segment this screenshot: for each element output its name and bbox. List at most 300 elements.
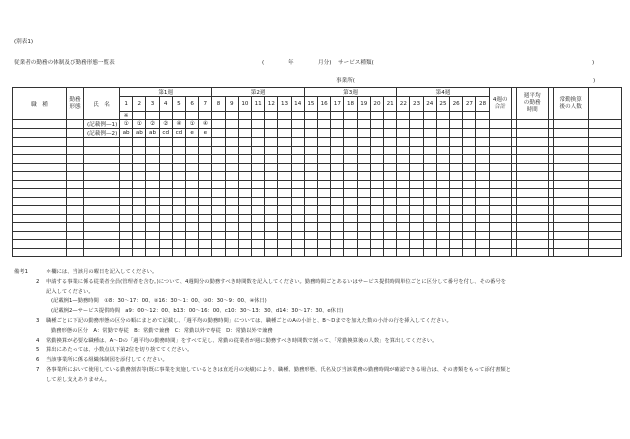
day-cell[interactable] — [159, 146, 172, 155]
day-cell[interactable] — [476, 155, 489, 164]
day-cell[interactable] — [384, 189, 397, 198]
day-cell[interactable] — [463, 197, 476, 206]
day-cell[interactable] — [291, 197, 304, 206]
fte-cell[interactable] — [553, 206, 588, 215]
day-cell[interactable] — [318, 214, 331, 223]
day-cell[interactable] — [344, 197, 357, 206]
day-cell[interactable] — [291, 180, 304, 189]
weekday-cell[interactable] — [238, 112, 251, 120]
day-cell[interactable] — [159, 155, 172, 164]
day-cell[interactable] — [265, 172, 278, 181]
day-cell[interactable] — [436, 214, 449, 223]
day-cell[interactable] — [436, 189, 449, 198]
day-cell[interactable] — [172, 206, 185, 215]
avg-cell[interactable] — [516, 240, 548, 249]
day-cell[interactable] — [199, 206, 212, 215]
day-cell[interactable] — [410, 189, 423, 198]
day-cell[interactable] — [120, 146, 133, 155]
day-cell[interactable] — [186, 240, 199, 249]
day-cell[interactable] — [133, 197, 146, 206]
day-cell[interactable] — [370, 180, 383, 189]
day-cell[interactable] — [397, 214, 410, 223]
day-cell[interactable] — [423, 206, 436, 215]
day-cell[interactable] — [238, 214, 251, 223]
form-cell[interactable] — [67, 129, 84, 138]
day-cell[interactable] — [120, 214, 133, 223]
remark-cell[interactable] — [588, 223, 621, 232]
day-cell[interactable] — [423, 214, 436, 223]
day-cell[interactable] — [291, 248, 304, 257]
day-cell[interactable] — [397, 146, 410, 155]
job-cell[interactable] — [13, 146, 67, 155]
name-cell[interactable] — [84, 172, 120, 181]
day-cell[interactable] — [146, 206, 159, 215]
weekday-cell[interactable] — [212, 112, 225, 120]
name-cell[interactable] — [84, 180, 120, 189]
day-cell[interactable] — [397, 248, 410, 257]
day-cell[interactable] — [344, 240, 357, 249]
remark-cell[interactable] — [588, 146, 621, 155]
day-cell[interactable] — [225, 214, 238, 223]
day-cell[interactable] — [463, 129, 476, 138]
day-cell[interactable] — [410, 240, 423, 249]
day-cell[interactable] — [344, 163, 357, 172]
day-cell[interactable] — [318, 163, 331, 172]
day-cell[interactable] — [370, 214, 383, 223]
day-cell[interactable] — [186, 206, 199, 215]
day-cell[interactable] — [331, 223, 344, 232]
job-cell[interactable] — [13, 248, 67, 257]
day-cell[interactable] — [318, 189, 331, 198]
day-cell[interactable] — [344, 138, 357, 147]
day-cell[interactable] — [318, 129, 331, 138]
job-cell[interactable] — [13, 189, 67, 198]
weekday-cell[interactable] — [146, 112, 159, 120]
day-cell[interactable] — [186, 163, 199, 172]
day-cell[interactable] — [278, 240, 291, 249]
day-cell[interactable] — [133, 189, 146, 198]
day-cell[interactable]: ④ — [199, 120, 212, 129]
day-cell[interactable] — [436, 248, 449, 257]
day-cell[interactable]: ② — [146, 120, 159, 129]
day-cell[interactable] — [318, 146, 331, 155]
day-cell[interactable] — [278, 120, 291, 129]
day-cell[interactable] — [318, 197, 331, 206]
day-cell[interactable] — [450, 231, 463, 240]
weekday-cell[interactable] — [159, 112, 172, 120]
day-cell[interactable] — [120, 172, 133, 181]
day-cell[interactable] — [304, 120, 317, 129]
day-cell[interactable] — [225, 240, 238, 249]
total-cell[interactable] — [489, 231, 511, 240]
day-cell[interactable]: ① — [186, 120, 199, 129]
job-cell[interactable] — [13, 223, 67, 232]
day-cell[interactable] — [410, 223, 423, 232]
day-cell[interactable] — [423, 180, 436, 189]
day-cell[interactable] — [238, 146, 251, 155]
avg-cell[interactable] — [516, 155, 548, 164]
day-cell[interactable] — [384, 138, 397, 147]
job-cell[interactable] — [13, 206, 67, 215]
day-cell[interactable] — [238, 240, 251, 249]
day-cell[interactable] — [397, 223, 410, 232]
day-cell[interactable] — [159, 189, 172, 198]
day-cell[interactable] — [186, 214, 199, 223]
total-cell[interactable] — [489, 120, 511, 129]
day-cell[interactable] — [384, 231, 397, 240]
day-cell[interactable] — [146, 138, 159, 147]
day-cell[interactable] — [357, 240, 370, 249]
day-cell[interactable] — [304, 206, 317, 215]
day-cell[interactable] — [225, 172, 238, 181]
day-cell[interactable] — [476, 223, 489, 232]
day-cell[interactable] — [423, 231, 436, 240]
day-cell[interactable] — [344, 129, 357, 138]
day-cell[interactable] — [252, 223, 265, 232]
day-cell[interactable] — [199, 231, 212, 240]
day-cell[interactable] — [463, 248, 476, 257]
avg-cell[interactable] — [516, 197, 548, 206]
weekday-cell[interactable] — [225, 112, 238, 120]
job-cell[interactable] — [13, 138, 67, 147]
day-cell[interactable] — [278, 163, 291, 172]
weekday-cell[interactable] — [450, 112, 463, 120]
day-cell[interactable] — [120, 197, 133, 206]
day-cell[interactable] — [225, 231, 238, 240]
total-cell[interactable] — [489, 189, 511, 198]
day-cell[interactable] — [225, 120, 238, 129]
day-cell[interactable] — [199, 138, 212, 147]
day-cell[interactable] — [265, 155, 278, 164]
day-cell[interactable] — [331, 197, 344, 206]
day-cell[interactable] — [225, 197, 238, 206]
day-cell[interactable] — [133, 163, 146, 172]
day-cell[interactable] — [384, 206, 397, 215]
day-cell[interactable] — [423, 129, 436, 138]
day-cell[interactable] — [318, 248, 331, 257]
remark-cell[interactable] — [588, 163, 621, 172]
job-cell[interactable] — [13, 163, 67, 172]
name-cell[interactable] — [84, 223, 120, 232]
day-cell[interactable] — [410, 214, 423, 223]
day-cell[interactable] — [357, 189, 370, 198]
day-cell[interactable] — [423, 248, 436, 257]
day-cell[interactable] — [423, 163, 436, 172]
form-cell[interactable] — [67, 240, 84, 249]
day-cell[interactable] — [384, 197, 397, 206]
remark-cell[interactable] — [588, 206, 621, 215]
weekday-cell[interactable] — [423, 112, 436, 120]
job-cell[interactable] — [13, 120, 67, 129]
day-cell[interactable] — [463, 163, 476, 172]
day-cell[interactable] — [463, 155, 476, 164]
name-cell[interactable] — [84, 138, 120, 147]
name-cell[interactable] — [84, 189, 120, 198]
day-cell[interactable] — [476, 172, 489, 181]
day-cell[interactable] — [172, 146, 185, 155]
day-cell[interactable] — [265, 146, 278, 155]
day-cell[interactable] — [344, 231, 357, 240]
day-cell[interactable] — [318, 180, 331, 189]
day-cell[interactable] — [331, 163, 344, 172]
day-cell[interactable] — [238, 197, 251, 206]
total-cell[interactable] — [489, 223, 511, 232]
day-cell[interactable] — [212, 231, 225, 240]
day-cell[interactable] — [291, 189, 304, 198]
day-cell[interactable] — [199, 146, 212, 155]
day-cell[interactable] — [172, 189, 185, 198]
form-cell[interactable] — [67, 146, 84, 155]
day-cell[interactable] — [172, 197, 185, 206]
day-cell[interactable] — [265, 138, 278, 147]
day-cell[interactable] — [199, 180, 212, 189]
day-cell[interactable] — [159, 138, 172, 147]
day-cell[interactable] — [212, 155, 225, 164]
day-cell[interactable]: e — [186, 129, 199, 138]
name-cell[interactable]: (記載例—2) — [84, 129, 120, 138]
job-cell[interactable] — [13, 231, 67, 240]
day-cell[interactable] — [331, 146, 344, 155]
day-cell[interactable] — [120, 248, 133, 257]
day-cell[interactable] — [278, 172, 291, 181]
day-cell[interactable] — [212, 248, 225, 257]
day-cell[interactable] — [397, 155, 410, 164]
job-cell[interactable] — [13, 214, 67, 223]
day-cell[interactable] — [463, 223, 476, 232]
day-cell[interactable] — [423, 138, 436, 147]
weekday-cell[interactable] — [331, 112, 344, 120]
day-cell[interactable] — [410, 206, 423, 215]
day-cell[interactable] — [212, 120, 225, 129]
day-cell[interactable] — [291, 146, 304, 155]
day-cell[interactable] — [397, 231, 410, 240]
day-cell[interactable] — [159, 163, 172, 172]
day-cell[interactable] — [344, 146, 357, 155]
day-cell[interactable] — [397, 206, 410, 215]
day-cell[interactable]: ab — [120, 129, 133, 138]
day-cell[interactable] — [238, 231, 251, 240]
day-cell[interactable] — [357, 138, 370, 147]
day-cell[interactable] — [463, 189, 476, 198]
day-cell[interactable] — [357, 172, 370, 181]
day-cell[interactable] — [463, 240, 476, 249]
day-cell[interactable] — [450, 180, 463, 189]
fte-cell[interactable] — [553, 120, 588, 129]
total-cell[interactable] — [489, 240, 511, 249]
day-cell[interactable] — [291, 120, 304, 129]
day-cell[interactable] — [120, 223, 133, 232]
day-cell[interactable] — [120, 240, 133, 249]
day-cell[interactable] — [278, 206, 291, 215]
day-cell[interactable] — [357, 146, 370, 155]
form-cell[interactable] — [67, 197, 84, 206]
avg-cell[interactable] — [516, 120, 548, 129]
job-cell[interactable] — [13, 180, 67, 189]
day-cell[interactable] — [331, 172, 344, 181]
remark-cell[interactable] — [588, 248, 621, 257]
day-cell[interactable] — [450, 146, 463, 155]
day-cell[interactable] — [252, 189, 265, 198]
day-cell[interactable] — [172, 223, 185, 232]
day-cell[interactable] — [186, 172, 199, 181]
day-cell[interactable] — [265, 231, 278, 240]
day-cell[interactable] — [225, 248, 238, 257]
day-cell[interactable] — [397, 138, 410, 147]
day-cell[interactable] — [120, 180, 133, 189]
day-cell[interactable] — [331, 214, 344, 223]
day-cell[interactable] — [133, 172, 146, 181]
day-cell[interactable] — [225, 138, 238, 147]
day-cell[interactable] — [318, 120, 331, 129]
day-cell[interactable]: cd — [159, 129, 172, 138]
day-cell[interactable] — [331, 120, 344, 129]
day-cell[interactable] — [476, 197, 489, 206]
day-cell[interactable] — [370, 146, 383, 155]
day-cell[interactable] — [225, 129, 238, 138]
job-cell[interactable] — [13, 129, 67, 138]
total-cell[interactable] — [489, 163, 511, 172]
day-cell[interactable] — [436, 146, 449, 155]
day-cell[interactable] — [212, 214, 225, 223]
day-cell[interactable] — [331, 248, 344, 257]
day-cell[interactable] — [252, 180, 265, 189]
day-cell[interactable] — [265, 240, 278, 249]
weekday-cell[interactable] — [252, 112, 265, 120]
fte-cell[interactable] — [553, 172, 588, 181]
day-cell[interactable] — [436, 223, 449, 232]
remark-cell[interactable] — [588, 197, 621, 206]
day-cell[interactable] — [212, 206, 225, 215]
day-cell[interactable] — [476, 138, 489, 147]
day-cell[interactable] — [318, 155, 331, 164]
day-cell[interactable] — [384, 129, 397, 138]
day-cell[interactable] — [410, 163, 423, 172]
day-cell[interactable] — [397, 189, 410, 198]
day-cell[interactable] — [450, 155, 463, 164]
avg-cell[interactable] — [516, 223, 548, 232]
day-cell[interactable] — [331, 206, 344, 215]
day-cell[interactable] — [344, 155, 357, 164]
day-cell[interactable] — [291, 214, 304, 223]
day-cell[interactable] — [146, 240, 159, 249]
total-cell[interactable] — [489, 197, 511, 206]
day-cell[interactable] — [357, 155, 370, 164]
day-cell[interactable] — [212, 129, 225, 138]
total-cell[interactable] — [489, 180, 511, 189]
day-cell[interactable] — [278, 180, 291, 189]
day-cell[interactable] — [199, 155, 212, 164]
day-cell[interactable] — [133, 231, 146, 240]
total-cell[interactable] — [489, 138, 511, 147]
job-cell[interactable] — [13, 240, 67, 249]
day-cell[interactable] — [278, 248, 291, 257]
day-cell[interactable] — [278, 189, 291, 198]
job-cell[interactable] — [13, 155, 67, 164]
day-cell[interactable]: ② — [159, 120, 172, 129]
name-cell[interactable] — [84, 231, 120, 240]
day-cell[interactable]: cd — [172, 129, 185, 138]
day-cell[interactable] — [172, 180, 185, 189]
day-cell[interactable] — [159, 172, 172, 181]
remark-cell[interactable] — [588, 138, 621, 147]
day-cell[interactable] — [370, 163, 383, 172]
day-cell[interactable] — [318, 138, 331, 147]
day-cell[interactable] — [212, 197, 225, 206]
day-cell[interactable] — [450, 214, 463, 223]
day-cell[interactable] — [450, 189, 463, 198]
day-cell[interactable] — [120, 231, 133, 240]
day-cell[interactable] — [410, 248, 423, 257]
remark-cell[interactable] — [588, 240, 621, 249]
day-cell[interactable] — [186, 231, 199, 240]
day-cell[interactable] — [357, 197, 370, 206]
day-cell[interactable] — [172, 138, 185, 147]
day-cell[interactable] — [133, 146, 146, 155]
day-cell[interactable] — [450, 206, 463, 215]
name-cell[interactable] — [84, 197, 120, 206]
day-cell[interactable] — [304, 240, 317, 249]
day-cell[interactable] — [159, 214, 172, 223]
day-cell[interactable] — [476, 248, 489, 257]
avg-cell[interactable] — [516, 163, 548, 172]
day-cell[interactable] — [450, 248, 463, 257]
day-cell[interactable] — [186, 146, 199, 155]
fte-cell[interactable] — [553, 240, 588, 249]
form-cell[interactable] — [67, 138, 84, 147]
day-cell[interactable] — [291, 138, 304, 147]
day-cell[interactable] — [331, 189, 344, 198]
day-cell[interactable] — [212, 240, 225, 249]
day-cell[interactable] — [186, 223, 199, 232]
day-cell[interactable] — [159, 231, 172, 240]
day-cell[interactable] — [252, 240, 265, 249]
day-cell[interactable] — [384, 214, 397, 223]
day-cell[interactable] — [225, 223, 238, 232]
day-cell[interactable] — [410, 172, 423, 181]
day-cell[interactable] — [252, 120, 265, 129]
fte-cell[interactable] — [553, 180, 588, 189]
weekday-cell[interactable] — [357, 112, 370, 120]
name-cell[interactable] — [84, 146, 120, 155]
fte-cell[interactable] — [553, 155, 588, 164]
day-cell[interactable]: e — [199, 129, 212, 138]
day-cell[interactable] — [318, 206, 331, 215]
day-cell[interactable]: ① — [133, 120, 146, 129]
day-cell[interactable] — [291, 155, 304, 164]
day-cell[interactable] — [331, 129, 344, 138]
fte-cell[interactable] — [553, 146, 588, 155]
day-cell[interactable] — [133, 138, 146, 147]
day-cell[interactable] — [384, 248, 397, 257]
day-cell[interactable] — [186, 180, 199, 189]
day-cell[interactable] — [304, 248, 317, 257]
day-cell[interactable] — [410, 146, 423, 155]
weekday-cell[interactable] — [370, 112, 383, 120]
form-cell[interactable] — [67, 120, 84, 129]
day-cell[interactable] — [252, 129, 265, 138]
name-cell[interactable] — [84, 163, 120, 172]
day-cell[interactable] — [318, 240, 331, 249]
day-cell[interactable] — [265, 129, 278, 138]
avg-cell[interactable] — [516, 180, 548, 189]
day-cell[interactable] — [238, 189, 251, 198]
day-cell[interactable] — [344, 180, 357, 189]
day-cell[interactable] — [252, 231, 265, 240]
day-cell[interactable] — [133, 240, 146, 249]
day-cell[interactable] — [344, 223, 357, 232]
form-cell[interactable] — [67, 163, 84, 172]
day-cell[interactable] — [225, 146, 238, 155]
